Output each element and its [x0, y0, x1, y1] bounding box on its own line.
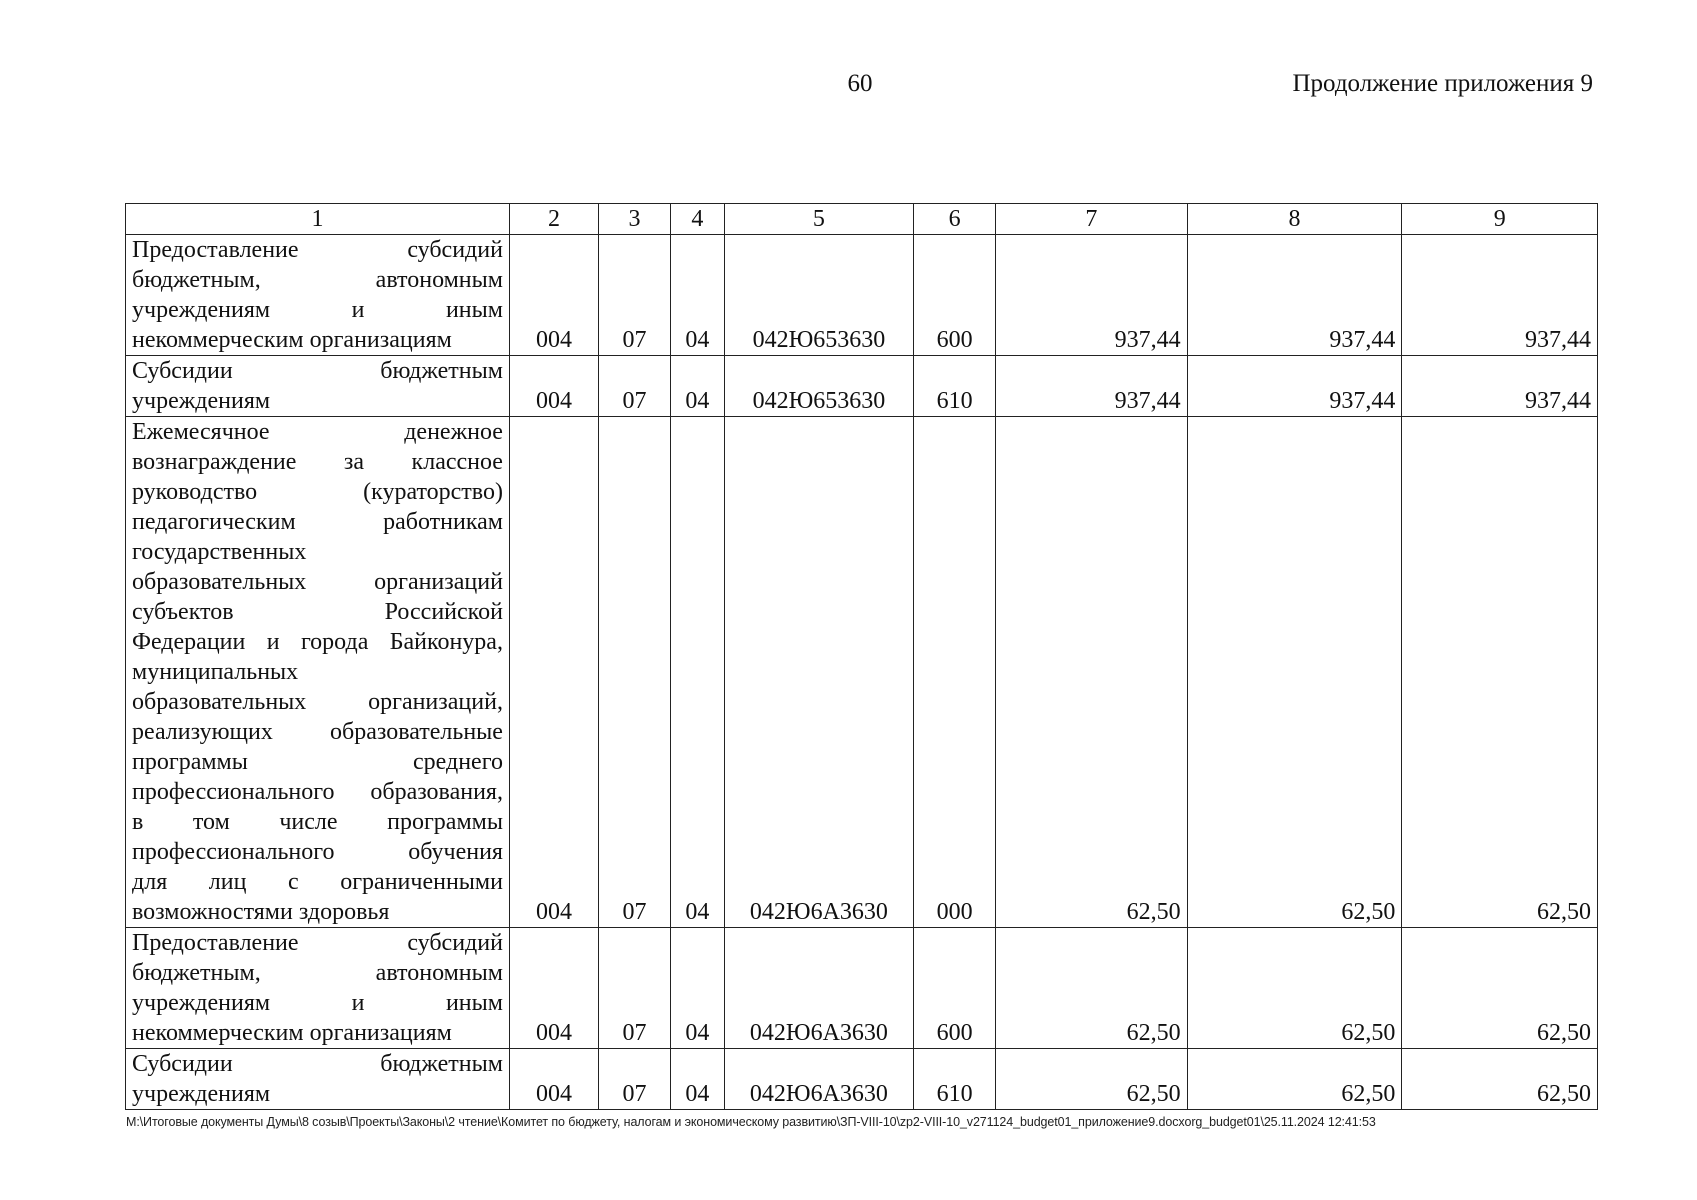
description-line: бюджетным, автономным [132, 960, 503, 986]
col-header-7: 7 [996, 204, 1187, 235]
table-body [126, 235, 1598, 1110]
table-header [126, 204, 1598, 235]
description-line: в том числе программы [132, 809, 503, 835]
cell-subsection: 04 [671, 235, 725, 356]
col-header-4: 4 [671, 204, 725, 235]
description-line: Предоставление субсидий [132, 237, 503, 263]
cell-section: 07 [599, 235, 671, 356]
cell-section: 07 [599, 928, 671, 1049]
description-line: учреждениям [132, 1081, 271, 1107]
cell-target-item: 042Ю6А3630 [724, 928, 913, 1049]
description-line: Ежемесячное денежное [132, 419, 503, 445]
row-description [126, 356, 510, 417]
cell-expense-type: 610 [914, 1049, 996, 1110]
cell-ministry-code: 004 [509, 235, 598, 356]
description-line: учреждениям [132, 388, 271, 414]
description-line: образовательных организаций, [132, 689, 503, 715]
cell-amount-col9: 62,50 [1402, 928, 1598, 1049]
cell-ministry-code: 004 [509, 1049, 598, 1110]
col-header-9: 9 [1402, 204, 1598, 235]
description-line: учреждениям и иным [132, 990, 503, 1016]
cell-target-item: 042Ю6А3630 [724, 1049, 913, 1110]
col-header-6: 6 [914, 204, 996, 235]
cell-amount-col7: 62,50 [996, 417, 1187, 928]
description-line: профессионального образования, [132, 779, 503, 805]
cell-section: 07 [599, 417, 671, 928]
cell-ministry-code: 004 [509, 928, 598, 1049]
description-line: некоммерческим организациям [132, 1020, 452, 1046]
description-line: возможностями здоровья [132, 899, 390, 925]
table-row [126, 235, 1598, 356]
description-line: некоммерческим организациям [132, 327, 452, 353]
cell-subsection: 04 [671, 417, 725, 928]
col-header-1: 1 [126, 204, 510, 235]
cell-subsection: 04 [671, 1049, 725, 1110]
description-line: государственных [132, 539, 307, 565]
description-line: профессионального обучения [132, 839, 503, 865]
description-line: муниципальных [132, 659, 299, 685]
table-row [126, 928, 1598, 1049]
description-line: руководство (кураторство) [132, 479, 503, 505]
cell-amount-col7: 62,50 [996, 928, 1187, 1049]
cell-amount-col7: 937,44 [996, 235, 1187, 356]
col-header-8: 8 [1187, 204, 1402, 235]
description-line: Субсидии бюджетным [132, 1051, 503, 1077]
document-file-path: M:\Итоговые документы Думы\8 созыв\Проекты\Законы\2 чтение\Комитет по бюджету, налогам и экономическому развитию\ЗП-VIII-10\zp2-VIII-10_v271124_budget01_приложение9.docxorg_budget01\25.11.2024 12:41:53 [126, 1115, 1376, 1129]
cell-amount-col8: 937,44 [1187, 235, 1402, 356]
description-line: образовательных организаций [132, 569, 503, 595]
cell-amount-col9: 62,50 [1402, 417, 1598, 928]
cell-section: 07 [599, 1049, 671, 1110]
column-number-row [126, 204, 1598, 235]
description-line: бюджетным, автономным [132, 267, 503, 293]
description-line: Предоставление субсидий [132, 930, 503, 956]
row-description [126, 928, 510, 1049]
cell-ministry-code: 004 [509, 356, 598, 417]
row-description [126, 235, 510, 356]
cell-target-item: 042Ю6А3630 [724, 417, 913, 928]
cell-expense-type: 610 [914, 356, 996, 417]
cell-amount-col9: 62,50 [1402, 1049, 1598, 1110]
cell-amount-col9: 937,44 [1402, 356, 1598, 417]
row-description [126, 417, 510, 928]
description-line: Федерации и города Байконура, [132, 629, 503, 655]
cell-amount-col7: 62,50 [996, 1049, 1187, 1110]
description-line: Субсидии бюджетным [132, 358, 503, 384]
col-header-5: 5 [724, 204, 913, 235]
col-header-3: 3 [599, 204, 671, 235]
cell-amount-col8: 62,50 [1187, 417, 1402, 928]
table-row [126, 417, 1598, 928]
appendix-continuation-label: Продолжение приложения 9 [1292, 70, 1593, 97]
description-line: учреждениям и иным [132, 297, 503, 323]
cell-expense-type: 600 [914, 928, 996, 1049]
description-line: для лиц с ограниченными [132, 869, 503, 895]
cell-expense-type: 000 [914, 417, 996, 928]
cell-target-item: 042Ю653630 [724, 356, 913, 417]
cell-amount-col8: 62,50 [1187, 928, 1402, 1049]
cell-amount-col7: 937,44 [996, 356, 1187, 417]
cell-subsection: 04 [671, 356, 725, 417]
cell-target-item: 042Ю653630 [724, 235, 913, 356]
table-row [126, 356, 1598, 417]
table-row [126, 1049, 1598, 1110]
cell-subsection: 04 [671, 928, 725, 1049]
cell-ministry-code: 004 [509, 417, 598, 928]
description-line: программы среднего [132, 749, 503, 775]
cell-amount-col8: 62,50 [1187, 1049, 1402, 1110]
description-line: субъектов Российской [132, 599, 503, 625]
description-line: вознаграждение за классное [132, 449, 503, 475]
description-line: реализующих образовательные [132, 719, 503, 745]
page-number: 60 [847, 70, 873, 97]
budget-table [125, 203, 1598, 1110]
description-line: педагогическим работникам [132, 509, 503, 535]
cell-expense-type: 600 [914, 235, 996, 356]
cell-amount-col8: 937,44 [1187, 356, 1402, 417]
row-description [126, 1049, 510, 1110]
cell-amount-col9: 937,44 [1402, 235, 1598, 356]
cell-section: 07 [599, 356, 671, 417]
col-header-2: 2 [509, 204, 598, 235]
